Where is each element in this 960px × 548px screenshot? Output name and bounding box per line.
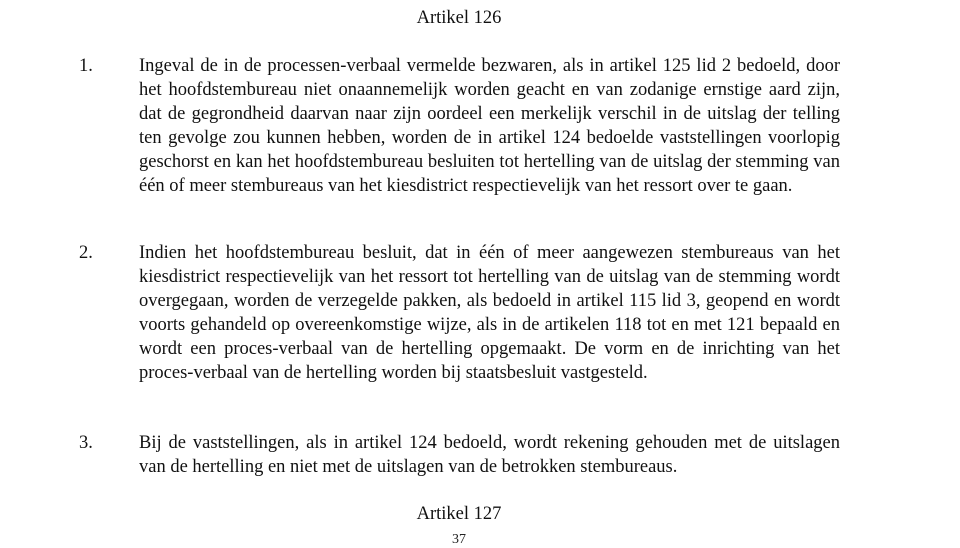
item-text: Indien het hoofdstembureau besluit, dat in één of meer aangewezen stembureaus van het kiesdistrict respectievelijk van het ressort tot hertelling van de uitslag van de stemming wordt overgegaan, worden de verzegelde pakken, als bedoeld in artikel 115 lid 3, geopend en wordt voorts gehandeld op overeenkomstige wijze, als in de artikelen 118 tot en met 121 bepaald en wordt een proces-verbaal van de hertelling opgemaakt. De vorm en de inrichting van het proces-verbaal van de hertelling worden bij staatsbesluit vastgesteld.: [139, 243, 840, 383]
item-text: Ingeval de in de processen-verbaal vermelde bezwaren, als in artikel 125 lid 2 bedoeld, door het hoofdstembureau niet onaannemelijk worden geacht en van zodanige ernstige aard zijn, dat de gegrondheid daarvan naar zijn oordeel een merkelijk verschil in de uitslag der telling ten gevolge zou kunnen hebben, worden de in artikel 124 bedoelde vaststellingen voorlopig geschorst en kan het hoofdstembureau besluiten tot hertelling van de uitslag der stemming van één of meer stembureaus van het kiesdistrict respectievelijk van het ressort over te gaan.: [139, 56, 840, 196]
item-text: Bij de vaststellingen, als in artikel 124 bedoeld, wordt rekening gehouden met de uitslagen van de hertelling en niet met de uitslagen van de betrokken stembureaus.: [139, 433, 840, 477]
article-heading-126: Artikel 126: [416, 8, 502, 28]
page-number: 37: [452, 532, 466, 547]
item-number: 1.: [79, 56, 93, 76]
item-number: 2.: [79, 243, 93, 263]
item-number: 3.: [79, 433, 93, 453]
article-heading-127: Artikel 127: [416, 504, 502, 524]
